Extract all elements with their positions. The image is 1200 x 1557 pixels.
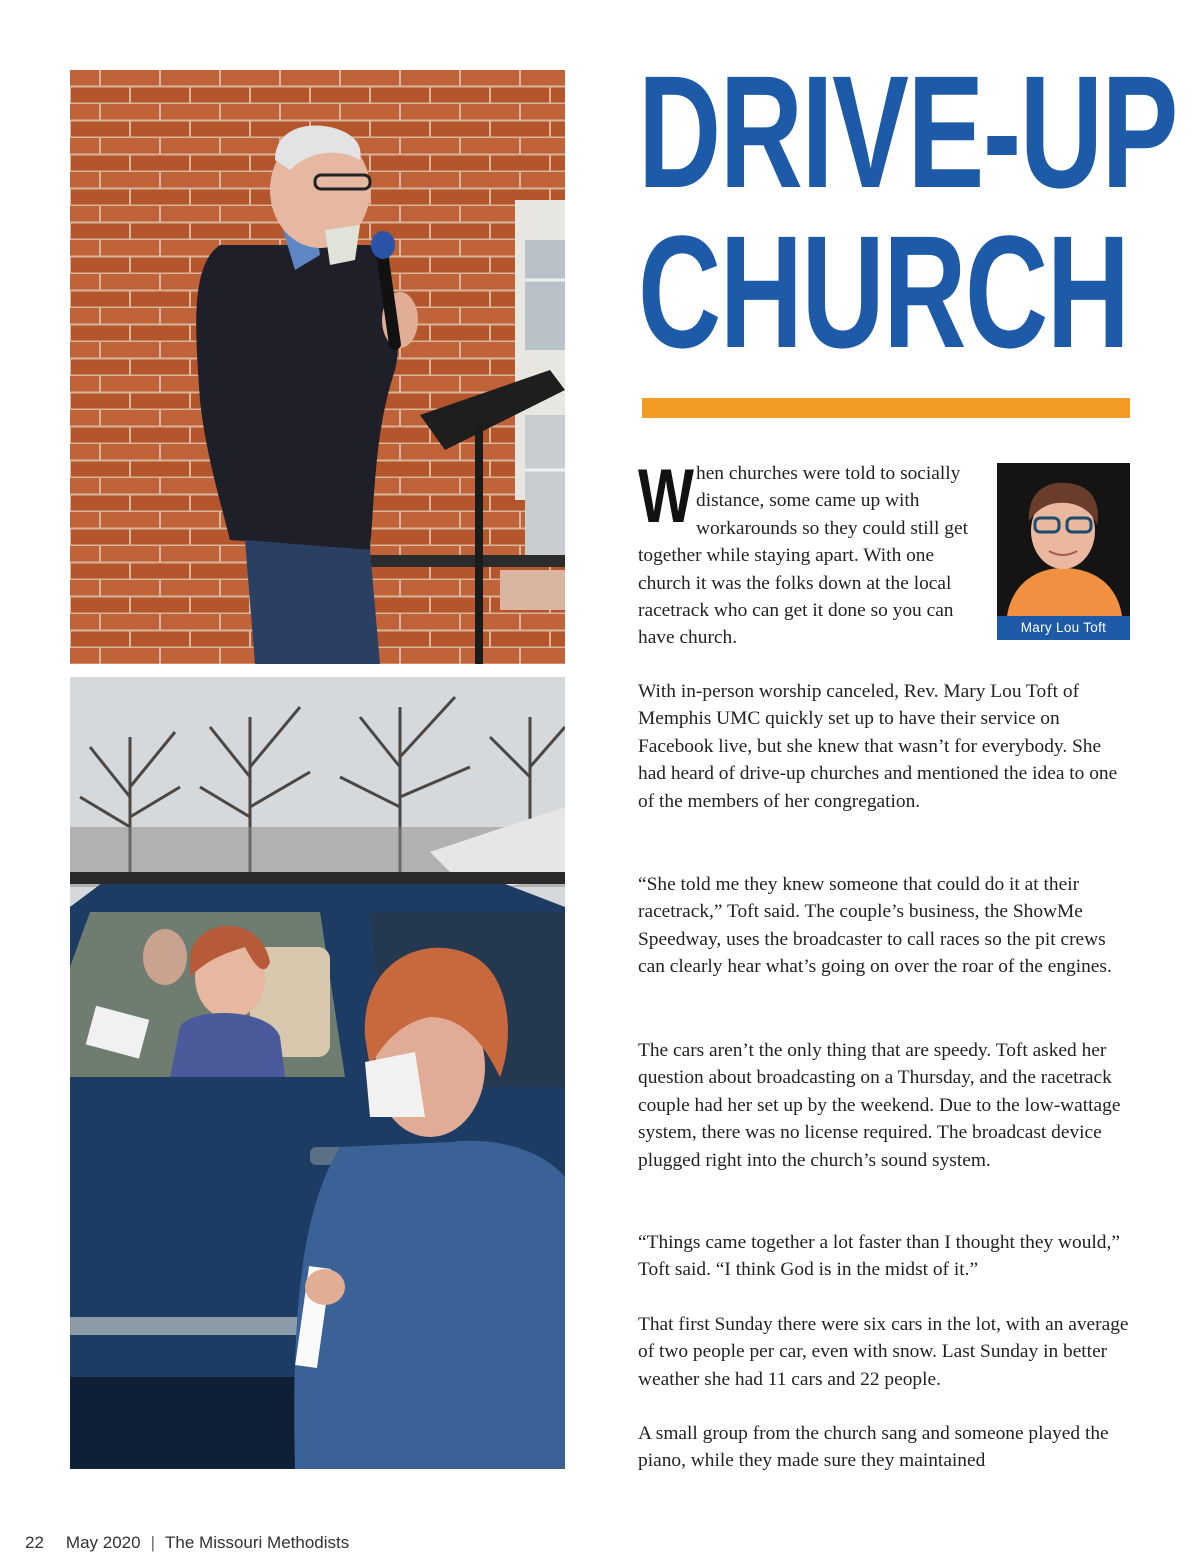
portrait-image: [997, 463, 1130, 616]
drop-cap: W: [638, 454, 694, 539]
headline-line-2: CHURCH: [638, 202, 1129, 381]
publication-name: The Missouri Methodists: [165, 1533, 350, 1552]
body-paragraph: That first Sunday there were six cars in the lot, with an average of two people per car, even with snow. Last Sunday in better weather she had 11 cars and 22 people.: [638, 1314, 1129, 1390]
page-number: 22: [25, 1533, 44, 1552]
body-paragraph: A small group from the church sang and someone played the piano, while they made sure they maintained: [638, 1423, 1109, 1472]
footer-separator: |: [150, 1533, 156, 1552]
body-paragraph-intro: [638, 454, 988, 652]
body-paragraph: With in-person worship canceled, Rev. Mary Lou Toft of Memphis UMC quickly set up to have their service on Facebook live, but she knew that wasn’t for everybody. She had heard of drive-up churches and mentioned the idea to one of the members of her congregation.: [638, 681, 1118, 812]
portrait-mary-lou-toft: [997, 463, 1130, 640]
body-paragraph: The cars aren’t the only thing that are speedy. Toft asked her question about broadcasting on a Thursday, and the racetrack couple had her set up by the weekend. Due to the low-wattage system, there was no license required. The broadcast device plugged right into the church’s sound system.: [638, 1040, 1121, 1171]
photo-pastor-speaking: [70, 70, 565, 664]
photo-drive-up-car: [70, 677, 565, 1469]
body-paragraph: “She told me they knew someone that could do it at their racetrack,” Toft said. The couple’s business, the ShowMe Speedway, uses the broadcaster to call races so the pit crews can clearly hear what’s going on over the roar of the engines.: [638, 874, 1112, 978]
photo-pastor-speaking-image: [70, 70, 565, 664]
headline-line-1: DRIVE-UP: [638, 42, 1177, 221]
portrait-caption: Mary Lou Toft: [997, 616, 1130, 640]
issue-date: May 2020: [65, 1533, 141, 1552]
page-footer: [25, 1533, 349, 1557]
body-paragraph: “Things came together a lot faster than I thought they would,” Toft said. “I think God is in the midst of it.”: [638, 1232, 1120, 1281]
photo-drive-up-car-image: [70, 677, 565, 1469]
accent-bar: [642, 398, 1130, 418]
intro-text: hen churches were told to socially distance, some came up with workarounds so they could still get together while staying apart. With one church it was the folks down at the local racetrack who can get it done so you can have church.: [638, 463, 968, 649]
